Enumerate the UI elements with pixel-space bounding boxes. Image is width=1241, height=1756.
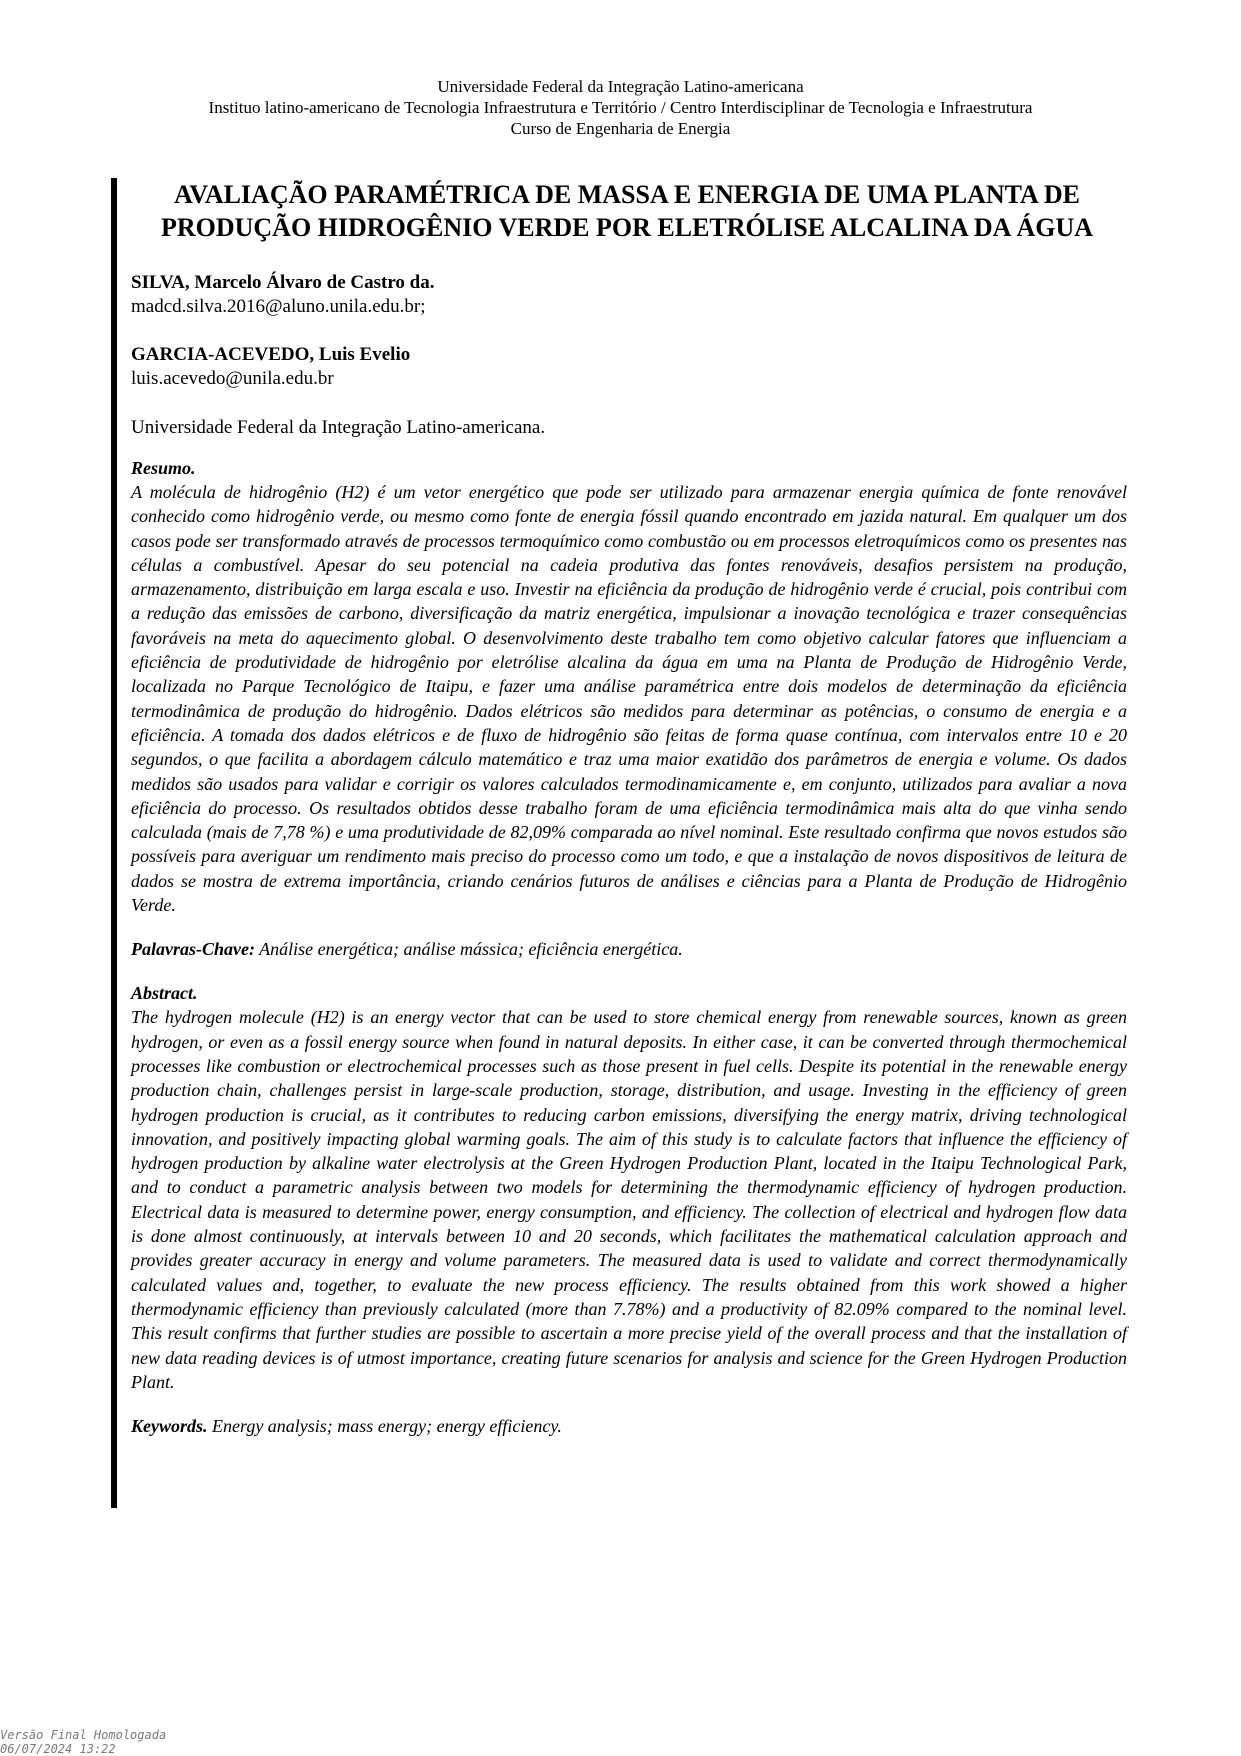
version-stamp-status: Versão Final Homologada: [0, 1728, 167, 1742]
header-university: Universidade Federal da Integração Latino-americana: [437, 77, 804, 96]
affiliation: Universidade Federal da Integração Latino-americana.: [131, 417, 546, 438]
version-stamp-date: 06/07/2024 13:22: [0, 1742, 116, 1756]
resumo-text: A molécula de hidrogênio (H2) é um vetor energético que pode ser utilizado para armazenar energia química de fonte renovável conhecido como hidrogênio verde, ou mesmo como fonte de energia fóssil quando encontrado em jazida natural. Em qualquer um dos casos pode ser transformado através de processos termoquímico como combustão ou em processos eletroquímicos como os presentes nas células a combustível. Apesar do seu potencial na cadeia produtiva das fontes renováveis, desafios persistem na produção, armazenamento, distribuição em larga escala e uso. Investir na eficiência da produção de hidrogênio verde é crucial, pois contribui com a redução das emissões de carbono, diversificação da matriz energética, impulsionar a inovação tecnológica e trazer consequências favoráveis na meta do aquecimento global. O desenvolvimento deste trabalho tem como objetivo calcular fatores que influenciam a eficiência de produtividade de hidrogênio por eletrólise alcalina da água em uma na Planta de Produção de Hidrogênio Verde, localizada no Parque Tecnológico de Itaipu, e fazer uma análise paramétrica entre dois modelos de determinação da eficiência termodinâmica de produção do hidrogênio. Dados elétricos são medidos para determinar as potências, o consumo de energia e a eficiência. A tomada dos dados elétricos e de fluxo de hidrogênio são feitas de forma quase contínua, com intervalos entre 10 e 20 segundos, o que facilita a abordagem cálculo matemático e traz uma maior exatidão dos parâmetros de energia e volume. Os dados medidos são usados para validar e corrigir os valores calculados termodinamicamente e, em conjunto, utilizados para avaliar a nova eficiência do processo. Os resultados obtidos desse trabalho foram de uma eficiência termodinâmica mais alta do que vinha sendo calculada (mais de 7,78 %) e uma produtividade de 82,09% comparada ao nível nominal. Este resultado confirma que novos estudos são possíveis para averiguar um rendimento mais preciso do processo como um todo, e que a instalação de novos dispositivos de leitura de dados se mostra de extrema importância, criando cenários futuros de análises e ciências para a Planta de Produção de Hidrogênio Verde.: [131, 482, 1127, 916]
header-institute: Instituo latino-americano de Tecnologia Infraestrutura e Território / Centro Interdisciplinar de Tecnologia e Infraestrutura: [208, 98, 1033, 117]
palavras-chave-label: Palavras-Chave:: [131, 939, 255, 960]
paper-title-line2: PRODUÇÃO HIDROGÊNIO VERDE POR ELETRÓLISE ALCALINA DA ÁGUA: [160, 213, 1094, 242]
keywords: [131, 1414, 1127, 1438]
institution-header: [0, 76, 1241, 139]
header-course: Curso de Engenharia de Energia: [510, 119, 731, 138]
abstract-text: The hydrogen molecule (H2) is an energy vector that can be used to store chemical energy from renewable sources, known as green hydrogen, or even as a fossil energy source when found in natural deposits. In either case, it can be converted through thermochemical processes like combustion or electrochemical processes such as those present in fuel cells. Despite its potential in the renewable energy production chain, challenges persist in large-scale production, storage, distribution, and usage. Investing in the efficiency of green hydrogen production is crucial, as it contributes to reducing carbon emissions, diversifying the energy matrix, driving technological innovation, and positively impacting global warming goals. The aim of this study is to calculate factors that influence the efficiency of hydrogen production by alkaline water electrolysis at the Green Hydrogen Production Plant, located in the Itaipu Technological Park, and to conduct a parametric analysis between two models for determining the thermodynamic efficiency of hydrogen production. Electrical data is measured to determine power, energy consumption, and efficiency. The collection of electrical and hydrogen flow data is done almost continuously, at intervals between 10 and 20 seconds, which facilitates the mathematical calculation approach and provides greater accuracy in energy and volume parameters. The measured data is used to validate and correct thermodynamically calculated values and, together, to evaluate the new process efficiency. The results obtained from this work showed a higher thermodynamic efficiency than previously calculated (more than 7.78%) and a productivity of 82.09% compared to the nominal level. This result confirms that further studies are possible to ascertain a more precise yield of the overall process and that the installation of new data reading devices is of utmost importance, creating future scenarios for analysis and science for the Green Hydrogen Production Plant.: [131, 1007, 1127, 1392]
author-2: [131, 343, 1127, 391]
paper-title: [131, 178, 1127, 244]
resumo-heading: Resumo.: [131, 458, 196, 478]
resumo-section: [131, 456, 1127, 917]
author-name: SILVA, Marcelo Álvaro de Castro da.: [131, 272, 435, 293]
author-name: GARCIA-ACEVEDO, Luis Evelio: [131, 344, 411, 365]
palavras-chave-text: Análise energética; análise mássica; eficiência energética.: [259, 939, 683, 960]
paper-body: [111, 178, 1127, 1508]
version-stamp: [0, 1728, 166, 1756]
abstract-section: [131, 981, 1127, 1394]
abstract-heading: Abstract.: [131, 983, 198, 1004]
author-email[interactable]: madcd.silva.2016@aluno.unila.edu.br;: [131, 296, 426, 317]
author-1: [131, 271, 1127, 319]
keywords-label: Keywords.: [131, 1416, 208, 1437]
keywords-text: Energy analysis; mass energy; energy efficiency.: [212, 1416, 562, 1437]
paper-title-line1: AVALIAÇÃO PARAMÉTRICA DE MASSA E ENERGIA DE UMA PLANTA DE: [173, 180, 1081, 209]
author-email[interactable]: luis.acevedo@unila.edu.br: [131, 368, 334, 389]
palavras-chave: [131, 937, 1127, 961]
